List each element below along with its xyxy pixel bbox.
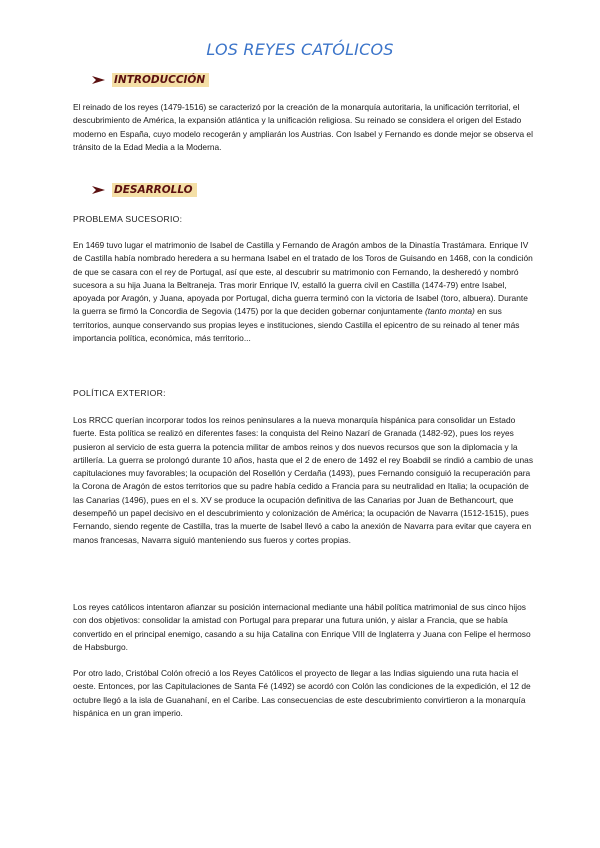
problema-text-part: En 1469 tuvo lugar el matrimonio de Isabel de Castilla y Fernando de Aragón ambos de la Dinastía Trastámara. Enrique IV de Castilla había nombrado heredera a su hermana Isabel en el tratado de los Toros de Guisando en 1468, con la condición de que se casara con el rey de Portugal, así que este, al descubrir su matrimonio con Fernando, la desheredó y nombró sucesora a su hija Juana la Beltraneja. Tras morir Enrique IV, estalló la guerra civil en Castilla (1474-79) entre Isabel, apoyada por Aragón, y Juana, apoyada por Portugal, dicha guerra terminó con la victoria de Isabel (toro, albuera). Durante la guerra se firmó la Concordia de Segovia (1475) por la que deciden gobernar conjuntamente bbox=[73, 240, 533, 317]
problema-text-part: en sus territorios, aunque conservando sus propias leyes e instituciones, siendo Castilla el epicentro de su reinado al tener más importancia política, económica, más territorio... bbox=[73, 306, 520, 344]
politica-paragraph-2: Los reyes católicos intentaron afianzar su posición internacional mediante una hábil política matrimonial de sus cinco hijos con dos objetivos: consolidar la amistad con Portugal para preparar una futura unión, y aislar a Francia, que se había convertido en el principal enemigo, casando a su hija Catalina con Enrique VIII de Inglaterra y Juana con Felipe el hermoso de Habsburgo. bbox=[73, 602, 531, 652]
section-heading-introduccion bbox=[92, 73, 209, 87]
section-heading-desarrollo bbox=[92, 183, 197, 197]
intro-paragraph: El reinado de los reyes (1479-1516) se caracterizó por la creación de la monarquía autoritaria, la unificación territorial, el descubrimiento de América, la expansión atlántica y la unificación religiosa. Su reinado se considera el origen del Estado moderno en España, cuyo modelo recogerán y ampliarán los Austrias. Con Isabel y Fernando es donde mejor se observa el tránsito de la Edad Media a la Moderna. bbox=[73, 102, 533, 152]
tanto-monta-text: (tanto monta) bbox=[424, 306, 475, 317]
arrow-bullet-icon bbox=[92, 75, 106, 85]
subheading-politica-exterior: POLÍTICA EXTERIOR: bbox=[73, 388, 166, 398]
politica-paragraph-1: Los RRCC querían incorporar todos los reinos peninsulares a la nueva monarquía hispánica para consolidar un Estado fuerte. Esta política se realizó en diferentes fases: la conquista del Reino Nazarí de Granada (1482-92), pues los reyes pusieron al servicio de esta guerra la potencia militar de ambos reinos y dos nuevos recursos que son la diplomacia y la artillería. La guerra se prolongó durante 10 años, hasta que el 2 de enero de 1492 el rey Boabdil se rindió a cambio de unas capitulaciones muy favorables; la ocupación del Rosellón y Cerdaña (1493), pues Fernando consiguió la recuperación para la Corona de Aragón de estos territorios que su padre había cedido a Francia para su neutralidad en Italia; la ocupación de las Canarias (1496), pues en el s. XV se produce la ocupación definitiva de las Canarias por Juan de Bethancourt, que desempeñó un papel decisivo en el descubrimiento y colonización de América; la ocupación de Navarra (1512-1515), pues Fernando, siendo regente de Castilla, tras la muerte de Isabel llevó a cabo la anexión de Navarra para evitar que cayera en manos francesas, Navarra siguió manteniendo sus fueros y cortes propias. bbox=[73, 415, 534, 545]
politica-paragraph-3: Por otro lado, Cristóbal Colón ofreció a los Reyes Católicos el proyecto de llegar a las Indias siguiendo una ruta hacia el oeste. Entonces, por las Capitulaciones de Santa Fé (1492) se acordó con Colón las condiciones de la expedición, el 12 de octubre llegó a la isla de Guanahaní, en el Caribe. Las consecuencias de este descubrimiento convirtieron a la monarquía hispánica en un gran imperio. bbox=[73, 668, 531, 718]
page-title: LOS REYES CATÓLICOS bbox=[206, 40, 394, 59]
problema-paragraph bbox=[73, 239, 535, 345]
section-heading-label: INTRODUCCIÓN bbox=[112, 73, 209, 87]
section-heading-label: DESARROLLO bbox=[112, 183, 197, 197]
subheading-problema-sucesorio: PROBLEMA SUCESORIO: bbox=[73, 214, 183, 224]
arrow-bullet-icon bbox=[92, 185, 106, 195]
